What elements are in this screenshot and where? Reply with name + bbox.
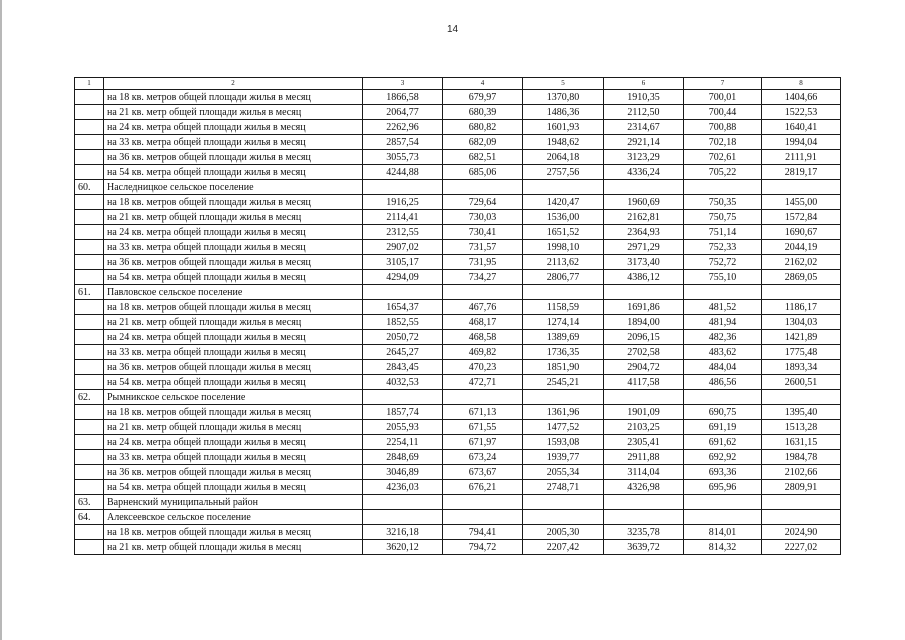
value-cell-col-8: 1631,15 — [762, 435, 841, 450]
table-row — [75, 120, 841, 135]
row-number-cell — [75, 210, 104, 225]
value-cell-col-8: 2600,51 — [762, 375, 841, 390]
value-cell-col-6: 2911,88 — [604, 450, 684, 465]
value-cell-col-4: 680,39 — [443, 105, 523, 120]
value-cell-col-8: 1455,00 — [762, 195, 841, 210]
value-cell-col-6: 1691,86 — [604, 300, 684, 315]
page-number: 14 — [446, 24, 459, 35]
table-section-row — [75, 180, 841, 195]
value-cell-col-6: 2314,67 — [604, 120, 684, 135]
value-cell-col-5: 1370,80 — [523, 90, 604, 105]
value-cell-col-7: 481,94 — [684, 315, 762, 330]
value-cell-col-6: 1960,69 — [604, 195, 684, 210]
table-row — [75, 330, 841, 345]
value-cell-col-7: 486,56 — [684, 375, 762, 390]
value-cell-col-6: 4386,12 — [604, 270, 684, 285]
table-row — [75, 525, 841, 540]
value-cell-col-8 — [762, 180, 841, 195]
value-cell-col-7: 691,62 — [684, 435, 762, 450]
value-cell-col-6: 3173,40 — [604, 255, 684, 270]
table-row — [75, 210, 841, 225]
value-cell-col-6: 4326,98 — [604, 480, 684, 495]
value-cell-col-7: 691,19 — [684, 420, 762, 435]
value-cell-col-7: 750,35 — [684, 195, 762, 210]
value-cell-col-7 — [684, 180, 762, 195]
table-row — [75, 150, 841, 165]
column-header-1: 1 — [75, 78, 104, 90]
value-cell-col-4: 682,51 — [443, 150, 523, 165]
value-cell-col-8: 1513,28 — [762, 420, 841, 435]
value-cell-col-8: 2869,05 — [762, 270, 841, 285]
value-cell-col-4: 679,97 — [443, 90, 523, 105]
row-number-cell — [75, 315, 104, 330]
value-cell-col-7 — [684, 390, 762, 405]
value-cell-col-3: 3055,73 — [363, 150, 443, 165]
description-cell: на 24 кв. метра общей площади жилья в месяц — [104, 330, 363, 345]
row-number-cell — [75, 375, 104, 390]
table-row — [75, 165, 841, 180]
value-cell-col-6: 2096,15 — [604, 330, 684, 345]
row-number-cell — [75, 525, 104, 540]
value-cell-col-8: 2819,17 — [762, 165, 841, 180]
value-cell-col-3: 4244,88 — [363, 165, 443, 180]
value-cell-col-3 — [363, 390, 443, 405]
value-cell-col-8: 1572,84 — [762, 210, 841, 225]
value-cell-col-6: 3235,78 — [604, 525, 684, 540]
value-cell-col-3: 2645,27 — [363, 345, 443, 360]
table-row — [75, 240, 841, 255]
value-cell-col-5: 2757,56 — [523, 165, 604, 180]
tariff-table — [74, 77, 841, 555]
value-cell-col-7: 481,52 — [684, 300, 762, 315]
value-cell-col-5 — [523, 510, 604, 525]
value-cell-col-5: 2005,30 — [523, 525, 604, 540]
value-cell-col-8: 1421,89 — [762, 330, 841, 345]
value-cell-col-5: 2207,42 — [523, 540, 604, 555]
value-cell-col-5 — [523, 180, 604, 195]
value-cell-col-5: 1274,14 — [523, 315, 604, 330]
value-cell-col-6: 3123,29 — [604, 150, 684, 165]
description-cell: на 21 кв. метр общей площади жилья в месяц — [104, 540, 363, 555]
value-cell-col-4 — [443, 285, 523, 300]
value-cell-col-3: 4294,09 — [363, 270, 443, 285]
description-cell: на 24 кв. метра общей площади жилья в месяц — [104, 225, 363, 240]
value-cell-col-6: 1894,00 — [604, 315, 684, 330]
value-cell-col-5: 2055,34 — [523, 465, 604, 480]
value-cell-col-4: 671,97 — [443, 435, 523, 450]
row-number-cell — [75, 540, 104, 555]
description-cell: на 18 кв. метров общей площади жилья в месяц — [104, 90, 363, 105]
description-cell: на 36 кв. метров общей площади жилья в месяц — [104, 360, 363, 375]
value-cell-col-3: 3105,17 — [363, 255, 443, 270]
value-cell-col-7: 814,32 — [684, 540, 762, 555]
value-cell-col-4: 682,09 — [443, 135, 523, 150]
value-cell-col-4: 731,57 — [443, 240, 523, 255]
description-cell: на 18 кв. метров общей площади жилья в месяц — [104, 525, 363, 540]
row-number-cell — [75, 450, 104, 465]
table-row — [75, 345, 841, 360]
table-row — [75, 375, 841, 390]
value-cell-col-7: 705,22 — [684, 165, 762, 180]
value-cell-col-4: 794,72 — [443, 540, 523, 555]
value-cell-col-6: 1910,35 — [604, 90, 684, 105]
value-cell-col-7: 752,33 — [684, 240, 762, 255]
value-cell-col-6: 2364,93 — [604, 225, 684, 240]
value-cell-col-4: 685,06 — [443, 165, 523, 180]
value-cell-col-6 — [604, 495, 684, 510]
value-cell-col-5: 1477,52 — [523, 420, 604, 435]
description-cell: на 36 кв. метров общей площади жилья в месяц — [104, 255, 363, 270]
value-cell-col-3: 1654,37 — [363, 300, 443, 315]
value-cell-col-6: 2305,41 — [604, 435, 684, 450]
value-cell-col-5: 2806,77 — [523, 270, 604, 285]
value-cell-col-7 — [684, 285, 762, 300]
row-number-cell: 60. — [75, 180, 104, 195]
value-cell-col-3: 2114,41 — [363, 210, 443, 225]
value-cell-col-5: 1593,08 — [523, 435, 604, 450]
value-cell-col-5 — [523, 285, 604, 300]
value-cell-col-5: 1651,52 — [523, 225, 604, 240]
value-cell-col-4: 731,95 — [443, 255, 523, 270]
value-cell-col-8 — [762, 510, 841, 525]
value-cell-col-8: 1395,40 — [762, 405, 841, 420]
value-cell-col-8: 1984,78 — [762, 450, 841, 465]
table-row — [75, 225, 841, 240]
value-cell-col-6: 3114,04 — [604, 465, 684, 480]
value-cell-col-4: 673,67 — [443, 465, 523, 480]
value-cell-col-7: 700,88 — [684, 120, 762, 135]
value-cell-col-3: 2848,69 — [363, 450, 443, 465]
row-number-cell — [75, 225, 104, 240]
value-cell-col-7: 700,44 — [684, 105, 762, 120]
row-number-cell: 61. — [75, 285, 104, 300]
value-cell-col-7: 693,36 — [684, 465, 762, 480]
value-cell-col-7: 750,75 — [684, 210, 762, 225]
value-cell-col-3: 2907,02 — [363, 240, 443, 255]
section-title-cell: Алексеевское сельское поселение — [104, 510, 363, 525]
description-cell: на 54 кв. метра общей площади жилья в месяц — [104, 375, 363, 390]
row-number-cell — [75, 405, 104, 420]
value-cell-col-7: 482,36 — [684, 330, 762, 345]
row-number-cell — [75, 330, 104, 345]
value-cell-col-3: 4032,53 — [363, 375, 443, 390]
description-cell: на 54 кв. метра общей площади жилья в месяц — [104, 165, 363, 180]
table-row — [75, 300, 841, 315]
value-cell-col-7: 752,72 — [684, 255, 762, 270]
description-cell: на 54 кв. метра общей площади жилья в месяц — [104, 270, 363, 285]
value-cell-col-7: 700,01 — [684, 90, 762, 105]
value-cell-col-8: 2809,91 — [762, 480, 841, 495]
value-cell-col-3: 2064,77 — [363, 105, 443, 120]
value-cell-col-4: 472,71 — [443, 375, 523, 390]
value-cell-col-8: 2024,90 — [762, 525, 841, 540]
table-row — [75, 195, 841, 210]
value-cell-col-7: 814,01 — [684, 525, 762, 540]
value-cell-col-3: 3046,89 — [363, 465, 443, 480]
value-cell-col-3 — [363, 180, 443, 195]
table-row — [75, 480, 841, 495]
table-section-row — [75, 495, 841, 510]
column-header-7: 7 — [684, 78, 762, 90]
value-cell-col-4: 671,13 — [443, 405, 523, 420]
row-number-cell — [75, 165, 104, 180]
value-cell-col-4: 680,82 — [443, 120, 523, 135]
value-cell-col-6: 2162,81 — [604, 210, 684, 225]
section-title-cell: Павловское сельское поселение — [104, 285, 363, 300]
value-cell-col-4: 730,03 — [443, 210, 523, 225]
value-cell-col-8: 2162,02 — [762, 255, 841, 270]
description-cell: на 21 кв. метр общей площади жилья в месяц — [104, 420, 363, 435]
value-cell-col-6: 1901,09 — [604, 405, 684, 420]
value-cell-col-6 — [604, 285, 684, 300]
value-cell-col-3 — [363, 285, 443, 300]
column-header-3: 3 — [363, 78, 443, 90]
value-cell-col-5 — [523, 495, 604, 510]
value-cell-col-4 — [443, 510, 523, 525]
row-number-cell — [75, 420, 104, 435]
value-cell-col-6: 2702,58 — [604, 345, 684, 360]
value-cell-col-5: 1389,69 — [523, 330, 604, 345]
column-header-5: 5 — [523, 78, 604, 90]
value-cell-col-7: 702,18 — [684, 135, 762, 150]
section-title-cell: Наследницкое сельское поселение — [104, 180, 363, 195]
section-title-cell: Варненский муниципальный район — [104, 495, 363, 510]
value-cell-col-7: 702,61 — [684, 150, 762, 165]
value-cell-col-8: 2111,91 — [762, 150, 841, 165]
row-number-cell — [75, 255, 104, 270]
value-cell-col-8: 1893,34 — [762, 360, 841, 375]
row-number-cell — [75, 150, 104, 165]
value-cell-col-7: 692,92 — [684, 450, 762, 465]
description-cell: на 18 кв. метров общей площади жилья в месяц — [104, 405, 363, 420]
table-row — [75, 135, 841, 150]
description-cell: на 33 кв. метра общей площади жилья в месяц — [104, 345, 363, 360]
row-number-cell — [75, 300, 104, 315]
value-cell-col-6 — [604, 180, 684, 195]
table-section-row — [75, 390, 841, 405]
description-cell: на 36 кв. метров общей площади жилья в месяц — [104, 150, 363, 165]
value-cell-col-6 — [604, 510, 684, 525]
value-cell-col-6: 2971,29 — [604, 240, 684, 255]
value-cell-col-3: 2262,96 — [363, 120, 443, 135]
value-cell-col-8: 1186,17 — [762, 300, 841, 315]
column-header-4: 4 — [443, 78, 523, 90]
value-cell-col-5: 1486,36 — [523, 105, 604, 120]
row-number-cell: 63. — [75, 495, 104, 510]
row-number-cell — [75, 435, 104, 450]
value-cell-col-4 — [443, 390, 523, 405]
value-cell-col-4: 468,17 — [443, 315, 523, 330]
column-header-6: 6 — [604, 78, 684, 90]
value-cell-col-5: 2748,71 — [523, 480, 604, 495]
row-number-cell: 62. — [75, 390, 104, 405]
value-cell-col-5: 1939,77 — [523, 450, 604, 465]
row-number-cell — [75, 360, 104, 375]
value-cell-col-3: 1916,25 — [363, 195, 443, 210]
row-number-cell — [75, 90, 104, 105]
value-cell-col-3: 1852,55 — [363, 315, 443, 330]
value-cell-col-4: 734,27 — [443, 270, 523, 285]
value-cell-col-4 — [443, 180, 523, 195]
value-cell-col-6: 3639,72 — [604, 540, 684, 555]
table-row — [75, 270, 841, 285]
value-cell-col-8: 1640,41 — [762, 120, 841, 135]
value-cell-col-8 — [762, 390, 841, 405]
value-cell-col-3: 3620,12 — [363, 540, 443, 555]
table-row — [75, 435, 841, 450]
row-number-cell — [75, 480, 104, 495]
description-cell: на 54 кв. метра общей площади жилья в месяц — [104, 480, 363, 495]
value-cell-col-3 — [363, 510, 443, 525]
value-cell-col-5: 1601,93 — [523, 120, 604, 135]
value-cell-col-3: 1866,58 — [363, 90, 443, 105]
value-cell-col-4: 671,55 — [443, 420, 523, 435]
column-header-8: 8 — [762, 78, 841, 90]
value-cell-col-3: 1857,74 — [363, 405, 443, 420]
value-cell-col-5: 1536,00 — [523, 210, 604, 225]
value-cell-col-6: 2103,25 — [604, 420, 684, 435]
value-cell-col-4: 676,21 — [443, 480, 523, 495]
value-cell-col-3: 4236,03 — [363, 480, 443, 495]
value-cell-col-3: 2050,72 — [363, 330, 443, 345]
table-row — [75, 540, 841, 555]
table-row — [75, 105, 841, 120]
value-cell-col-7: 483,62 — [684, 345, 762, 360]
value-cell-col-6: 4117,58 — [604, 375, 684, 390]
value-cell-col-5: 2064,18 — [523, 150, 604, 165]
value-cell-col-6 — [604, 390, 684, 405]
row-number-cell — [75, 105, 104, 120]
value-cell-col-8: 2227,02 — [762, 540, 841, 555]
table-section-row — [75, 510, 841, 525]
value-cell-col-7: 755,10 — [684, 270, 762, 285]
row-number-cell: 64. — [75, 510, 104, 525]
table-row — [75, 360, 841, 375]
description-cell: на 36 кв. метров общей площади жилья в месяц — [104, 465, 363, 480]
row-number-cell — [75, 135, 104, 150]
table-row — [75, 450, 841, 465]
value-cell-col-6: 4336,24 — [604, 165, 684, 180]
table-row — [75, 315, 841, 330]
value-cell-col-5: 1851,90 — [523, 360, 604, 375]
value-cell-col-8: 1994,04 — [762, 135, 841, 150]
value-cell-col-4: 794,41 — [443, 525, 523, 540]
description-cell: на 21 кв. метр общей площади жилья в месяц — [104, 315, 363, 330]
description-cell: на 18 кв. метров общей площади жилья в месяц — [104, 195, 363, 210]
table-row — [75, 255, 841, 270]
row-number-cell — [75, 120, 104, 135]
row-number-cell — [75, 240, 104, 255]
value-cell-col-7 — [684, 510, 762, 525]
value-cell-col-6: 2904,72 — [604, 360, 684, 375]
value-cell-col-8: 1404,66 — [762, 90, 841, 105]
value-cell-col-3: 2843,45 — [363, 360, 443, 375]
value-cell-col-5 — [523, 390, 604, 405]
value-cell-col-8: 1522,53 — [762, 105, 841, 120]
value-cell-col-5: 1420,47 — [523, 195, 604, 210]
value-cell-col-5: 1998,10 — [523, 240, 604, 255]
section-title-cell: Рымникское сельское поселение — [104, 390, 363, 405]
row-number-cell — [75, 345, 104, 360]
row-number-cell — [75, 195, 104, 210]
value-cell-col-3: 2055,93 — [363, 420, 443, 435]
value-cell-col-5: 2545,21 — [523, 375, 604, 390]
value-cell-col-7: 484,04 — [684, 360, 762, 375]
table-row — [75, 465, 841, 480]
table-row — [75, 90, 841, 105]
value-cell-col-4: 729,64 — [443, 195, 523, 210]
row-number-cell — [75, 465, 104, 480]
value-cell-col-3: 3216,18 — [363, 525, 443, 540]
description-cell: на 21 кв. метр общей площади жилья в месяц — [104, 105, 363, 120]
value-cell-col-6: 2112,50 — [604, 105, 684, 120]
value-cell-col-4: 470,23 — [443, 360, 523, 375]
value-cell-col-3 — [363, 495, 443, 510]
value-cell-col-8 — [762, 285, 841, 300]
value-cell-col-3: 2254,11 — [363, 435, 443, 450]
value-cell-col-4: 469,82 — [443, 345, 523, 360]
value-cell-col-6: 2921,14 — [604, 135, 684, 150]
description-cell: на 33 кв. метра общей площади жилья в месяц — [104, 135, 363, 150]
description-cell: на 33 кв. метра общей площади жилья в месяц — [104, 240, 363, 255]
value-cell-col-8 — [762, 495, 841, 510]
description-cell: на 21 кв. метр общей площади жилья в месяц — [104, 210, 363, 225]
description-cell: на 18 кв. метров общей площади жилья в месяц — [104, 300, 363, 315]
description-cell: на 33 кв. метра общей площади жилья в месяц — [104, 450, 363, 465]
page-left-edge — [0, 0, 2, 640]
value-cell-col-5: 1948,62 — [523, 135, 604, 150]
value-cell-col-8: 1690,67 — [762, 225, 841, 240]
value-cell-col-8: 2044,19 — [762, 240, 841, 255]
value-cell-col-8: 2102,66 — [762, 465, 841, 480]
value-cell-col-5: 1361,96 — [523, 405, 604, 420]
value-cell-col-4: 467,76 — [443, 300, 523, 315]
value-cell-col-3: 2312,55 — [363, 225, 443, 240]
value-cell-col-7: 695,96 — [684, 480, 762, 495]
column-header-2: 2 — [104, 78, 363, 90]
table-body — [75, 90, 841, 555]
value-cell-col-3: 2857,54 — [363, 135, 443, 150]
table-header-row — [75, 78, 841, 90]
value-cell-col-5: 1736,35 — [523, 345, 604, 360]
value-cell-col-8: 1775,48 — [762, 345, 841, 360]
value-cell-col-4: 673,24 — [443, 450, 523, 465]
value-cell-col-7: 751,14 — [684, 225, 762, 240]
description-cell: на 24 кв. метра общей площади жилья в месяц — [104, 120, 363, 135]
value-cell-col-7: 690,75 — [684, 405, 762, 420]
table-row — [75, 420, 841, 435]
value-cell-col-8: 1304,03 — [762, 315, 841, 330]
value-cell-col-5: 2113,62 — [523, 255, 604, 270]
value-cell-col-4: 468,58 — [443, 330, 523, 345]
description-cell: на 24 кв. метра общей площади жилья в месяц — [104, 435, 363, 450]
table-row — [75, 405, 841, 420]
value-cell-col-7 — [684, 495, 762, 510]
value-cell-col-4: 730,41 — [443, 225, 523, 240]
row-number-cell — [75, 270, 104, 285]
value-cell-col-4 — [443, 495, 523, 510]
value-cell-col-5: 1158,59 — [523, 300, 604, 315]
table-section-row — [75, 285, 841, 300]
